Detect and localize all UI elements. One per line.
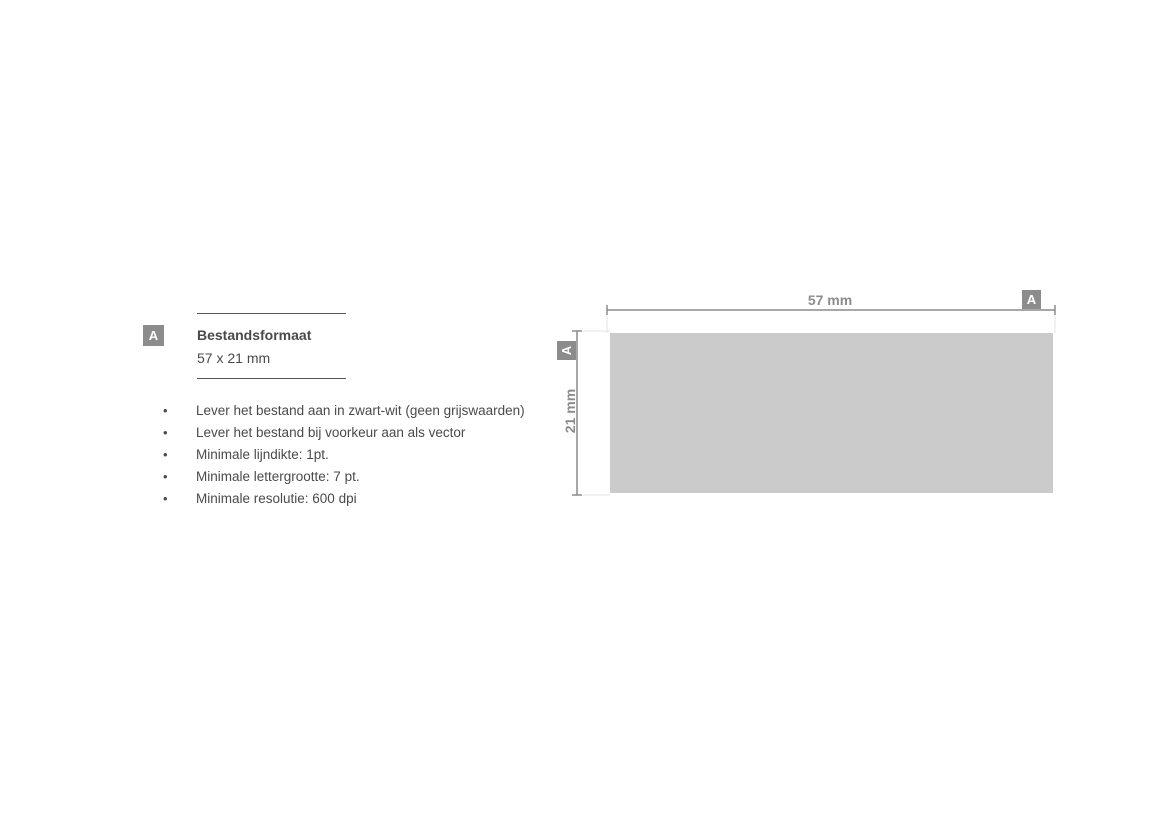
height-label: 21 mm	[562, 388, 578, 434]
bullet-icon: •	[163, 447, 168, 462]
requirement-text: Minimale lijndikte: 1pt.	[196, 447, 329, 462]
requirement-text: Minimale lettergrootte: 7 pt.	[196, 469, 360, 484]
requirement-text: Minimale resolutie: 600 dpi	[196, 491, 357, 506]
spec-size: 57 x 21 mm	[197, 350, 271, 366]
width-badge: A	[1022, 290, 1041, 309]
bullet-icon: •	[163, 425, 168, 440]
spec-badge: A	[143, 325, 164, 346]
bullet-icon: •	[163, 403, 168, 418]
requirement-text: Lever het bestand bij voorkeur aan als vector	[196, 425, 466, 440]
width-label: 57 mm	[807, 292, 853, 308]
spec-title: Bestandsformaat	[197, 327, 312, 343]
height-badge: A	[557, 341, 576, 360]
bullet-icon: •	[163, 469, 168, 484]
requirement-text: Lever het bestand aan in zwart-wit (geen grijswaarden)	[196, 403, 525, 418]
bullet-icon: •	[163, 491, 168, 506]
